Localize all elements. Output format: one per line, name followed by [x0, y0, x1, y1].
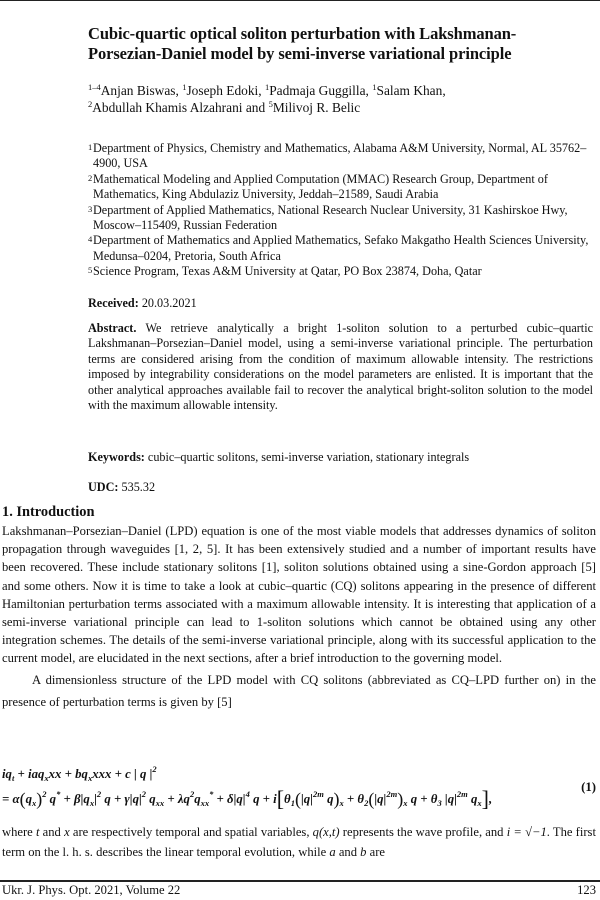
- udc-value: 535.32: [121, 480, 156, 494]
- author: $^{1-4}$Anjan Biswas,: [88, 82, 179, 98]
- paragraph: Lakshmanan–Porsezian–Daniel (LPD) equation is one of the most viable models that addresses dynamics of soliton propagation through waveguides [1, 2, 5]. It has been extensively studied and a number of important results have been recovered. These include stationary solitons [1], soliton solutions obtained using a sine-Gordon approach [5] and some others. Now it is time to take a look at cubic–quartic (CQ) solitons appearing in the presence of different Hamiltonian perturbation terms associated with a maximum allowable intensity. It is interesting that application of a semi-inverse variational principle can lead to 1-soliton solutions which cannot be obtained using any other integration schemes. The details of the semi-inverse variational principle, along with its successful application to the current model, are elucidated in the next sections, after a brief introduction to the governing model.: [2, 524, 596, 666]
- affiliation: 5 Science Program, Texas A&M University at Qatar, PO Box 23874, Doha, Qatar: [88, 264, 482, 279]
- affiliation: 2 Mathematical Modeling and Applied Computation (MMAC) Research Group, Department of Mathematics, King Abdulaziz University, Jeddah–21589, Saudi Arabia: [88, 171, 548, 202]
- keywords-text: cubic–quartic solitons, semi-inverse variation, stationary integrals: [147, 450, 470, 464]
- received-value: 20.03.2021: [141, 296, 197, 310]
- affiliation: 4 Department of Mathematics and Applied Mathematics, Sefako Makgatho Health Sciences University, Medunsa–0204, Pretoria, South Africa: [88, 233, 589, 263]
- affiliation: 1 Department of Physics, Chemistry and Mathematics, Alabama A&M University, Normal, AL 35762–4900, USA: [88, 141, 587, 171]
- udc: [88, 480, 155, 495]
- author: $^1$Joseph Edoki,: [182, 82, 262, 98]
- author-list: [88, 82, 588, 116]
- abstract-label: Abstract.: [88, 321, 137, 335]
- authors-conjunction: and: [245, 100, 266, 115]
- footer-rule: [0, 880, 600, 882]
- equation-rhs: = $\alpha(q_x)^2$ $q^* + \beta|q_x|^2$ $q + \gamma|q|^2$ $q_{xx} + \lambda q^2q_{xx}^* + \delta|q|^4$ $q + i[\theta_1(|q|^{2m}$ $q)_x + \theta_2(|q|^{2m})_x$ $q + \theta_3$ $|q|^{2m}$ $q_x$],: [2, 786, 493, 811]
- received-date: [88, 296, 197, 311]
- affiliation-list: [88, 141, 593, 280]
- author: $^5$Milivoj R. Belic: [268, 99, 361, 115]
- author: $^2$Abdullah Khamis Alzahrani: [88, 99, 243, 115]
- keywords: [88, 450, 469, 465]
- equation-lhs: $iq_t + iaq_xxx + bq_xxxx + c$ | q $|^2$: [2, 764, 157, 783]
- top-rule: [0, 0, 600, 1]
- received-label: Received:: [88, 296, 139, 310]
- paragraph: A dimensionless structure of the LPD model with CQ solitons (abbreviated as CQ–LPD further on) in the presence of perturbation terms is given by [5]: [2, 672, 596, 709]
- keywords-label: Keywords:: [88, 450, 145, 464]
- paper-title: Cubic-quartic optical soliton perturbation with Lakshmanan-Porsezian-Daniel model by semi-inverse variational principle: [88, 24, 517, 63]
- introduction-body: [2, 522, 596, 713]
- equation-number: (1): [581, 780, 596, 794]
- abstract-text: We retrieve analytically a bright 1-soliton solution to a perturbed cubic–quartic Lakshmanan–Porsezian–Daniel model, using a semi-inverse variational principle. The perturbation terms are considered arising from the condition of maximum allowable intensity. The restrictions imposed by integrability considerations on the model parameters are enlisted. It is important that the other analytical approaches available fail to recover the analytical bright-soliton solution to the model with the maximum allowable intensity.: [88, 321, 593, 413]
- udc-label: UDC:: [88, 480, 119, 494]
- affiliation: 3 Department of Applied Mathematics, National Research Nuclear University, 31 Kashirskoe Hwy, Moscow–115409, Russian Federation: [88, 202, 568, 233]
- journal-citation: Ukr. J. Phys. Opt. 2021, Volume 22: [2, 883, 181, 897]
- page-number: 123: [577, 883, 596, 897]
- author: $^1$Padmaja Guggilla,: [264, 82, 369, 98]
- post-equation-paragraph: where t and x are respectively temporal and spatial variables, q(x,t) represents the wave profile, and i = √−1. The first term on the l. h. s. describes the linear temporal evolution, while a and b are: [2, 825, 596, 859]
- section-heading: 1. Introduction: [2, 504, 95, 520]
- author: $^1$Salam Khan,: [372, 82, 446, 98]
- abstract: [88, 321, 593, 413]
